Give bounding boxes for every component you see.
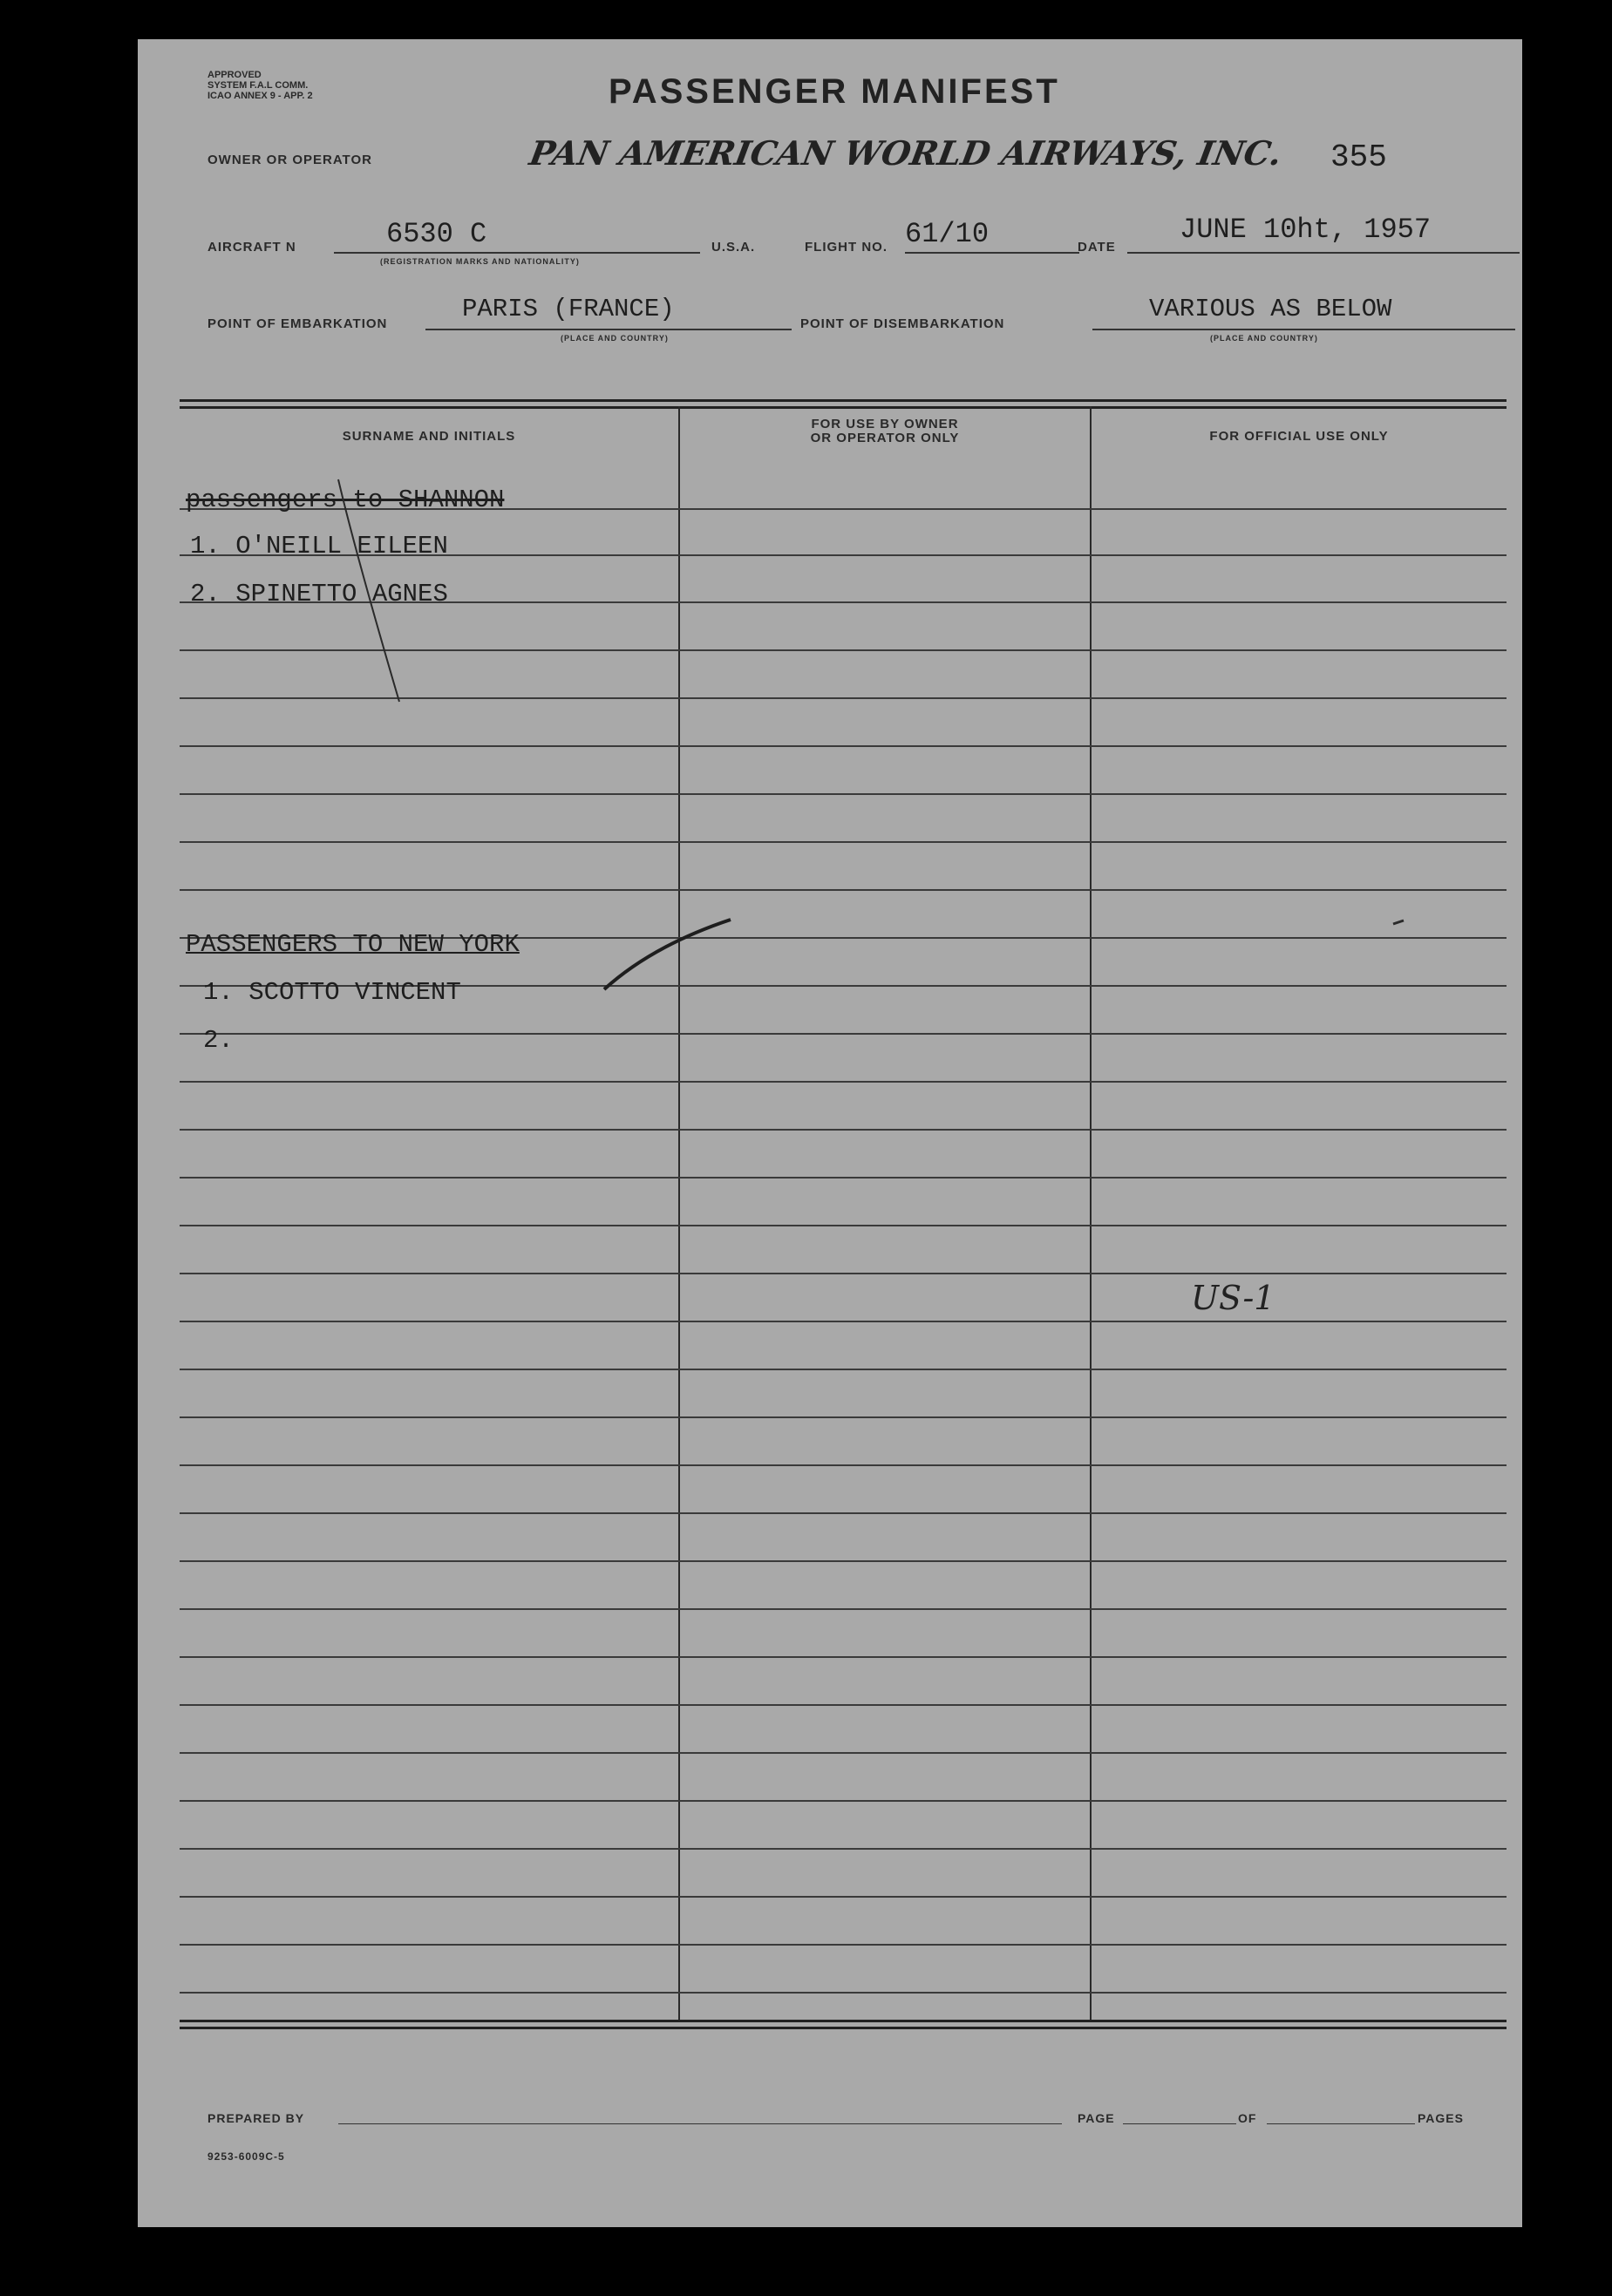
row-rule bbox=[180, 841, 1507, 843]
list-item: PASSENGERS TO NEW YORK bbox=[186, 930, 520, 959]
row-rule bbox=[180, 793, 1507, 795]
row-rule bbox=[180, 697, 1507, 699]
date-line bbox=[1127, 252, 1520, 254]
owner-label: OWNER OR OPERATOR bbox=[207, 153, 372, 167]
table-top-rule bbox=[180, 399, 1507, 402]
row-rule bbox=[180, 1464, 1507, 1466]
of-label: OF bbox=[1238, 2111, 1257, 2125]
column-divider-2 bbox=[1090, 406, 1092, 2021]
embarkation-label: POINT OF EMBARKATION bbox=[207, 316, 388, 331]
official-column-header: FOR OFFICIAL USE ONLY bbox=[1209, 429, 1389, 444]
embarkation-line bbox=[425, 329, 792, 330]
row-rule bbox=[180, 1321, 1507, 1322]
manifest-sheet bbox=[138, 39, 1522, 2227]
pen-marks bbox=[138, 39, 1522, 2227]
owner-column-header bbox=[680, 418, 1090, 445]
owner-column-header-line1: FOR USE BY OWNER bbox=[811, 417, 959, 431]
row-rule bbox=[180, 1608, 1507, 1610]
row-rule bbox=[180, 889, 1507, 891]
owner-value: PAN AMERICAN WORLD AIRWAYS, INC. bbox=[527, 133, 1285, 173]
row-rule bbox=[180, 1656, 1507, 1658]
owner-column-header-line2: OR OPERATOR ONLY bbox=[810, 431, 960, 445]
pen-stroke bbox=[1393, 920, 1404, 924]
list-item: 2. bbox=[203, 1026, 234, 1055]
table-top-rule-2 bbox=[180, 406, 1507, 409]
row-rule bbox=[180, 1560, 1507, 1562]
row-rule bbox=[180, 1704, 1507, 1706]
list-item: 2. SPINETTO AGNES bbox=[190, 580, 448, 608]
list-item: passengers to SHANNON bbox=[186, 486, 505, 514]
date-value: JUNE 10ht, 1957 bbox=[1180, 214, 1432, 246]
registration-caption: (REGISTRATION MARKS AND NATIONALITY) bbox=[380, 257, 580, 266]
page-line bbox=[1123, 2123, 1236, 2124]
page-label: PAGE bbox=[1078, 2111, 1115, 2125]
of-line bbox=[1267, 2123, 1415, 2124]
page-title: PASSENGER MANIFEST bbox=[609, 72, 1060, 111]
row-rule bbox=[180, 1416, 1507, 1418]
table-bottom-rule bbox=[180, 2020, 1507, 2022]
row-rule bbox=[180, 1512, 1507, 1514]
row-rule bbox=[180, 1033, 1507, 1035]
pen-stroke bbox=[604, 920, 731, 989]
row-rule bbox=[180, 1129, 1507, 1131]
row-rule bbox=[180, 1225, 1507, 1226]
flight-label: FLIGHT NO. bbox=[805, 240, 888, 255]
aircraft-label: AIRCRAFT N bbox=[207, 240, 296, 255]
embarkation-value: PARIS (FRANCE) bbox=[462, 295, 675, 323]
row-rule bbox=[180, 1944, 1507, 1946]
list-item: 1. SCOTTO VINCENT bbox=[203, 978, 461, 1007]
disembarkation-caption: (PLACE AND COUNTRY) bbox=[1210, 334, 1318, 343]
row-rule bbox=[180, 1800, 1507, 1802]
row-rule bbox=[180, 745, 1507, 747]
aircraft-value: 6530 C bbox=[386, 218, 487, 250]
usa-label: U.S.A. bbox=[711, 240, 756, 255]
disembarkation-line bbox=[1092, 329, 1515, 330]
row-rule bbox=[180, 1273, 1507, 1274]
flight-line bbox=[905, 252, 1079, 254]
column-divider-1 bbox=[678, 406, 680, 2021]
disembarkation-label: POINT OF DISEMBARKATION bbox=[800, 316, 1005, 331]
form-number: 9253-6009C-5 bbox=[207, 2150, 285, 2163]
row-rule bbox=[180, 1848, 1507, 1850]
disembarkation-value: VARIOUS AS BELOW bbox=[1149, 295, 1392, 323]
row-rule bbox=[180, 1177, 1507, 1179]
row-rule bbox=[180, 1992, 1507, 1994]
page-number: 355 bbox=[1330, 139, 1387, 175]
row-rule bbox=[180, 1369, 1507, 1370]
embarkation-caption: (PLACE AND COUNTRY) bbox=[561, 334, 669, 343]
official-note: US-1 bbox=[1191, 1279, 1275, 1317]
approval-note: APPROVED SYSTEM F.A.L COMM. ICAO ANNEX 9 - APP. 2 bbox=[207, 70, 313, 101]
date-label: DATE bbox=[1078, 240, 1116, 255]
row-rule bbox=[180, 1081, 1507, 1083]
aircraft-line bbox=[334, 252, 700, 254]
row-rule bbox=[180, 1896, 1507, 1898]
pages-label: PAGES bbox=[1418, 2111, 1464, 2125]
flight-value: 61/10 bbox=[905, 218, 990, 250]
list-item: 1. O'NEILL EILEEN bbox=[190, 532, 448, 560]
prepared-label: PREPARED BY bbox=[207, 2111, 305, 2125]
row-rule bbox=[180, 649, 1507, 651]
row-rule bbox=[180, 1752, 1507, 1754]
surname-column-header: SURNAME AND INITIALS bbox=[342, 429, 516, 444]
table-bottom-rule-2 bbox=[180, 2027, 1507, 2029]
prepared-line bbox=[338, 2123, 1062, 2124]
